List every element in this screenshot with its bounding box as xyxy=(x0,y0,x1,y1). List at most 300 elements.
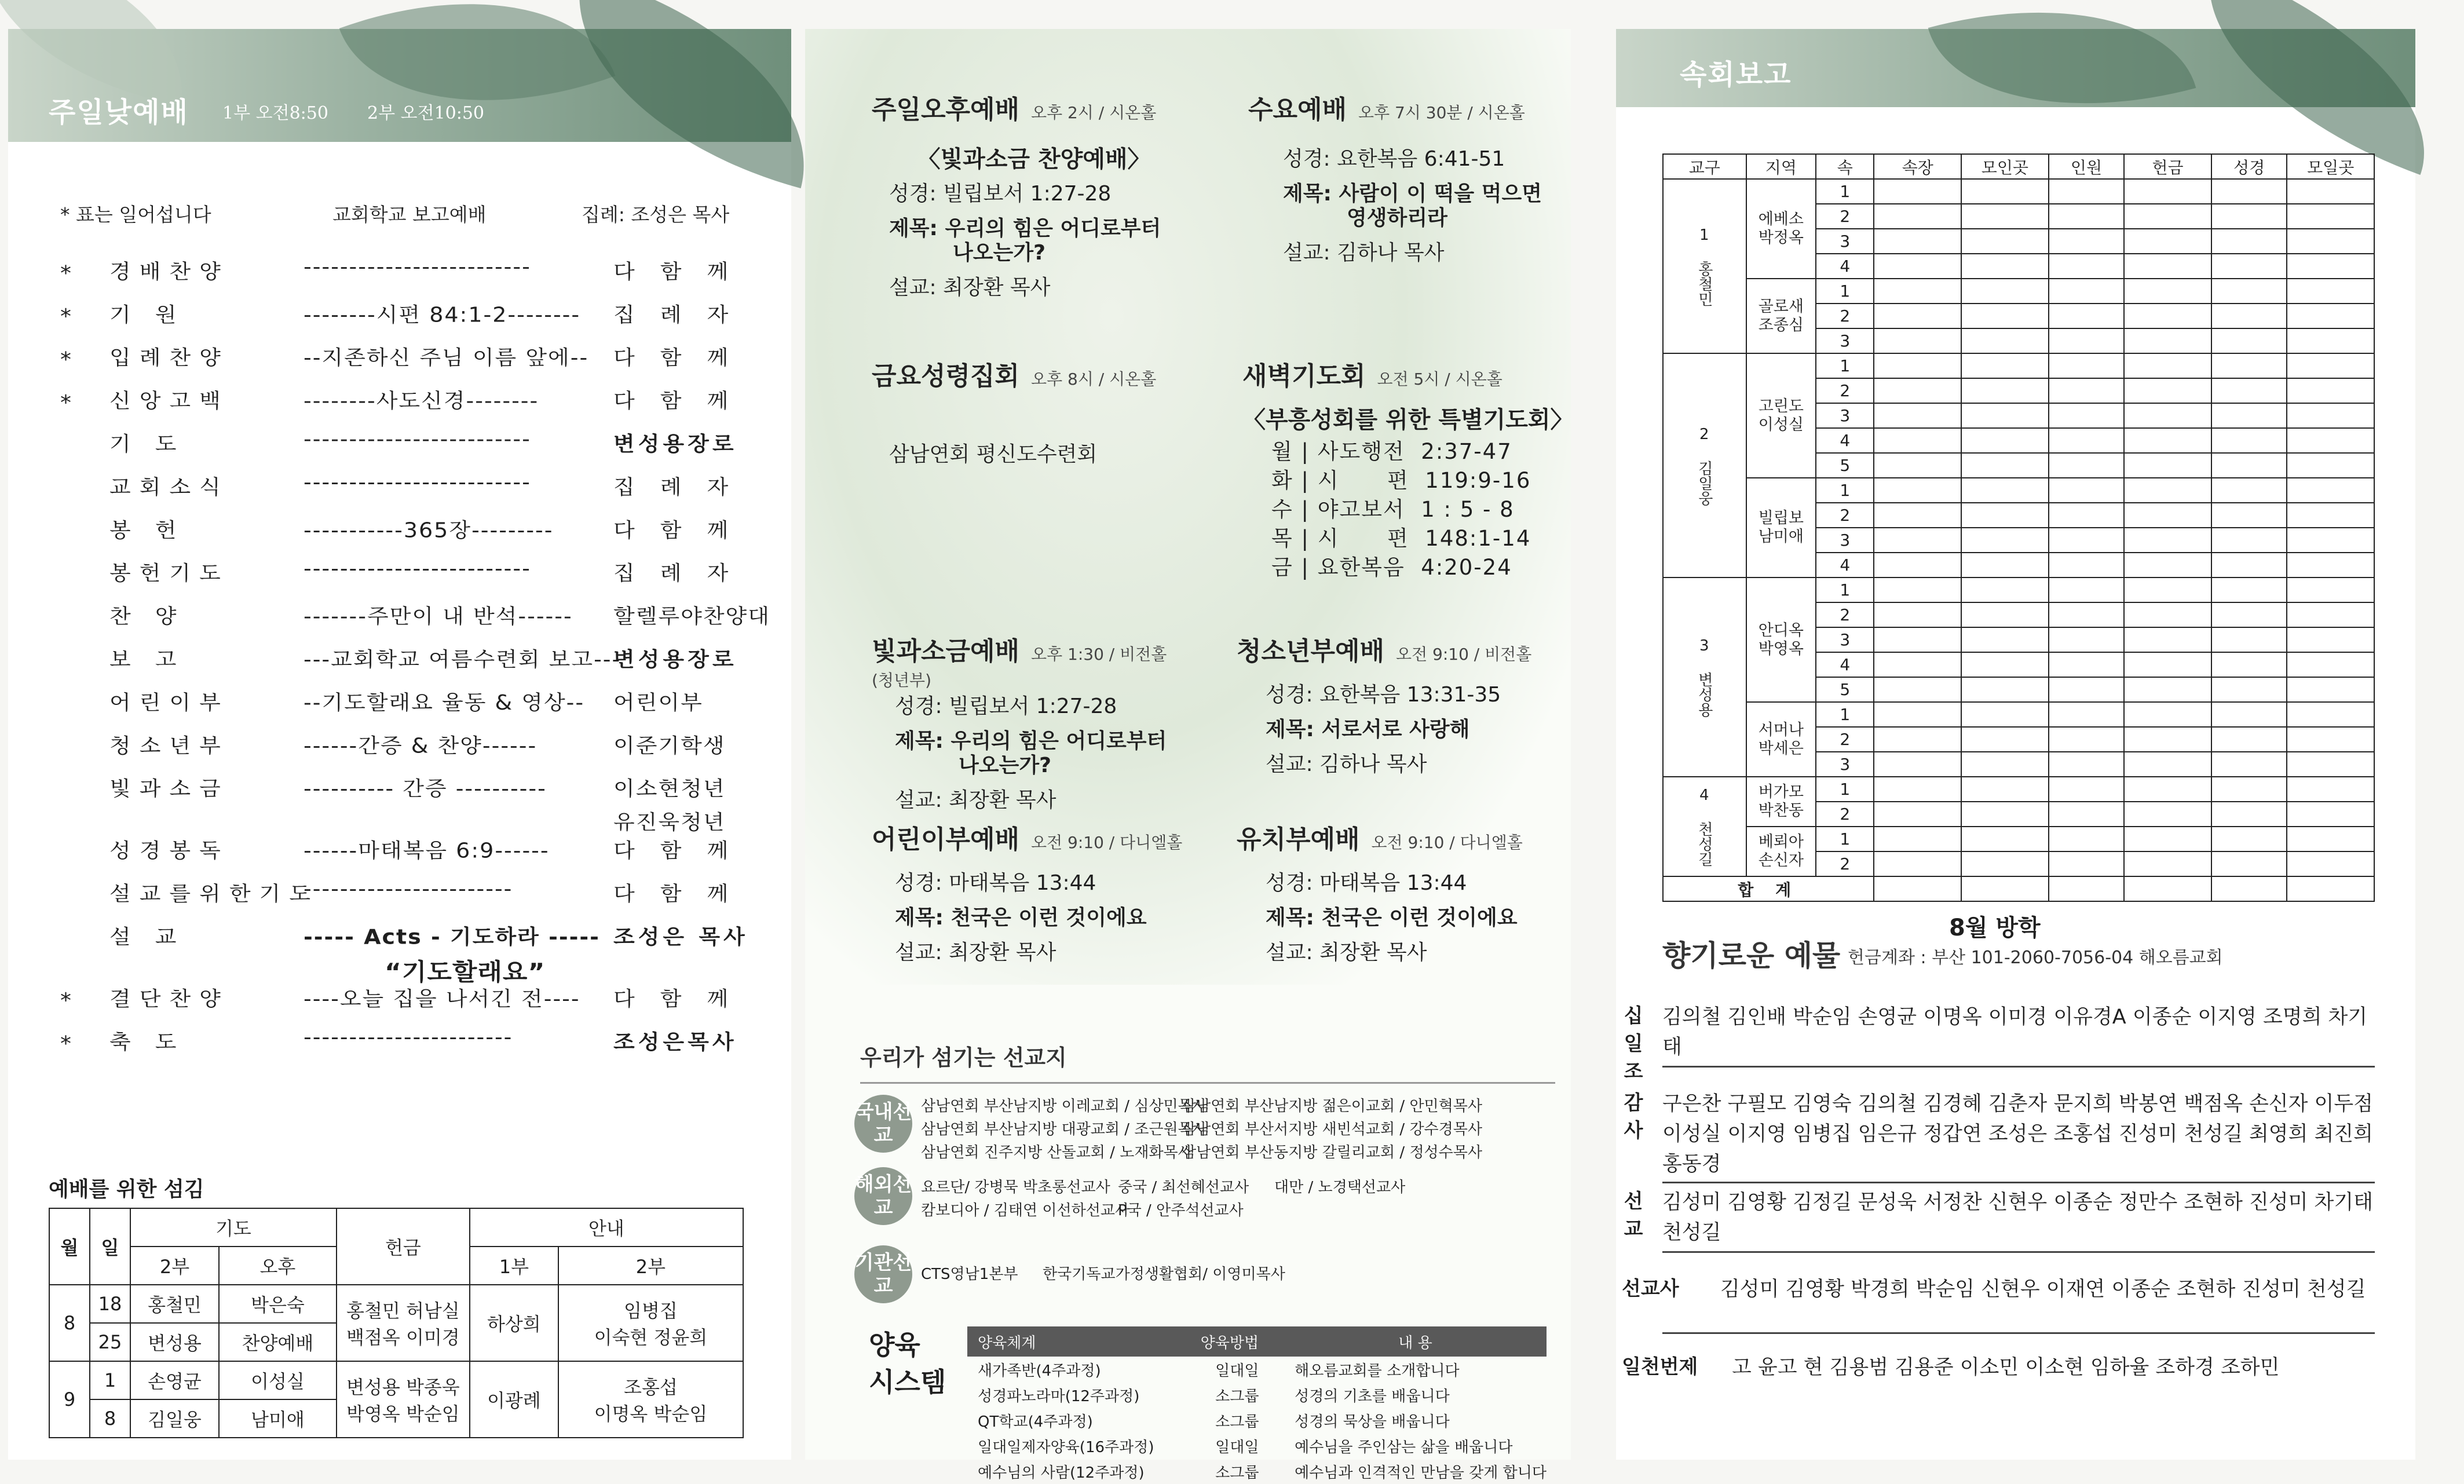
report-input[interactable] xyxy=(1874,553,1961,577)
prayer-cell: 김일웅 xyxy=(130,1399,219,1438)
cell-number: 2 xyxy=(1816,802,1874,827)
report-input[interactable] xyxy=(2287,727,2374,752)
mission-item: 삼남연회 부산남지방 젊은이교회 / 안민혁목사 xyxy=(1182,1098,1483,1115)
order-item-leader: 다 함 께 xyxy=(613,346,738,370)
report-input[interactable] xyxy=(2211,802,2287,827)
report-input[interactable] xyxy=(2049,403,2125,428)
report-input[interactable] xyxy=(1961,503,2049,528)
friday-note: 삼남연회 평신도수련회 xyxy=(889,443,1098,466)
cell-number: 3 xyxy=(1816,229,1874,254)
order-item-name: 기 도 xyxy=(109,432,185,456)
report-input[interactable] xyxy=(2049,204,2125,229)
report-input[interactable] xyxy=(2049,254,2125,279)
standing-mark: * xyxy=(60,304,71,328)
col-guide-1: 1부 xyxy=(470,1247,558,1285)
report-input[interactable] xyxy=(2124,827,2211,851)
standing-mark: * xyxy=(60,1032,71,1055)
day-cell: 8 xyxy=(90,1399,130,1438)
report-input[interactable] xyxy=(2124,553,2211,577)
area-leader: 박영옥 xyxy=(1758,639,1804,658)
report-input[interactable] xyxy=(2211,254,2287,279)
report-input[interactable] xyxy=(1961,478,2049,503)
month-cell: 9 xyxy=(49,1361,90,1438)
cell-number: 2 xyxy=(1816,727,1874,752)
growth-method: 소그룹 xyxy=(1215,1413,1259,1431)
dawn-reading: 수 | 야고보서 1 : 5 - 8 xyxy=(1271,497,1515,522)
report-input[interactable] xyxy=(2049,553,2125,577)
report-input[interactable] xyxy=(1874,353,1961,378)
report-input[interactable] xyxy=(2124,254,2211,279)
report-input[interactable] xyxy=(2287,802,2374,827)
report-input[interactable] xyxy=(2124,777,2211,802)
report-input[interactable] xyxy=(2124,229,2211,254)
order-item-detail: ------------------------- xyxy=(304,427,531,451)
report-input[interactable] xyxy=(2211,752,2287,777)
page-title: 주일낮예배 xyxy=(49,96,189,129)
report-input[interactable] xyxy=(1961,229,2049,254)
report-input[interactable] xyxy=(2211,304,2287,328)
report-input[interactable] xyxy=(2049,503,2125,528)
report-input[interactable] xyxy=(2049,752,2125,777)
total-input[interactable] xyxy=(1961,876,2049,901)
dawn-reading: 금 | 요한복음 4:20-24 xyxy=(1271,555,1512,580)
order-item-leader: 변성용장로 xyxy=(613,432,737,456)
col-guide-2: 2부 xyxy=(558,1247,743,1285)
report-input[interactable] xyxy=(2287,602,2374,627)
report-input[interactable] xyxy=(2287,851,2374,876)
cell-header: 속 xyxy=(1816,154,1874,179)
report-input[interactable] xyxy=(1961,777,2049,802)
report-input[interactable] xyxy=(2211,827,2287,851)
area-name: 빌립보 xyxy=(1758,509,1804,527)
report-input[interactable] xyxy=(1961,553,2049,577)
report-input[interactable] xyxy=(2287,652,2374,677)
order-item-detail: ------간증 & 찬양------ xyxy=(304,733,538,758)
children-scripture: 성경: 마태복음 13:44 xyxy=(895,871,1096,895)
growth-method: 일대일 xyxy=(1215,1438,1259,1456)
report-input[interactable] xyxy=(1961,328,2049,353)
total-input[interactable] xyxy=(2124,876,2211,901)
order-item-leader: 할렐루야찬양대 xyxy=(613,604,770,628)
report-input[interactable] xyxy=(2049,677,2125,702)
report-input[interactable] xyxy=(2287,503,2374,528)
order-row xyxy=(60,772,773,834)
report-input[interactable] xyxy=(2124,378,2211,403)
offering-group-names: 김성미 김영황 박경희 박순임 신현우 이재연 이종순 조현하 진성미 천성길 xyxy=(1720,1278,2366,1301)
report-input[interactable] xyxy=(2124,478,2211,503)
report-input[interactable] xyxy=(2211,179,2287,204)
report-input[interactable] xyxy=(2211,378,2287,403)
wednesday-title: 수요예배 xyxy=(1248,95,1347,125)
young-adult-service xyxy=(872,634,1208,818)
order-item-leader: 다 함 께 xyxy=(613,986,738,1011)
order-row xyxy=(60,384,773,427)
report-input[interactable] xyxy=(2049,727,2125,752)
cell-number: 1 xyxy=(1816,702,1874,727)
report-input[interactable] xyxy=(1874,627,1961,652)
col-prayer: 기도 xyxy=(130,1208,337,1247)
report-input[interactable] xyxy=(2211,777,2287,802)
report-input[interactable] xyxy=(1874,179,1961,204)
report-input[interactable] xyxy=(1874,777,1961,802)
guide2-cell: 조홍섭 이명옥 박순임 xyxy=(558,1361,743,1438)
standing-mark: * xyxy=(60,390,71,415)
report-input[interactable] xyxy=(1961,752,2049,777)
table-row xyxy=(967,1408,1547,1433)
order-item-name: 입례찬양 xyxy=(109,346,229,370)
area-leader: 박세은 xyxy=(1758,739,1804,758)
report-input[interactable] xyxy=(2049,179,2125,204)
report-input[interactable] xyxy=(2049,777,2125,802)
order-row xyxy=(60,557,773,600)
table-row xyxy=(49,1285,743,1323)
report-input[interactable] xyxy=(1961,378,2049,403)
report-input[interactable] xyxy=(2211,553,2287,577)
report-input[interactable] xyxy=(1874,802,1961,827)
report-input[interactable] xyxy=(1961,403,2049,428)
order-item-name: 신앙고백 xyxy=(109,389,229,413)
report-input[interactable] xyxy=(2287,677,2374,702)
offering-group-label: 선교 xyxy=(1624,1190,1643,1241)
teen-scripture: 성경: 요한복음 13:31-35 xyxy=(1266,683,1501,707)
report-input[interactable] xyxy=(1961,453,2049,478)
report-input[interactable] xyxy=(2287,627,2374,652)
table-row xyxy=(1663,777,2374,802)
report-input[interactable] xyxy=(1961,254,2049,279)
order-row xyxy=(60,686,773,729)
report-input[interactable] xyxy=(2049,378,2125,403)
school-report-note: 교회학교 보고예배 xyxy=(332,203,487,226)
offering-cell: 홍철민 허남실 백점옥 이미경 xyxy=(337,1285,470,1361)
report-input[interactable] xyxy=(1874,453,1961,478)
report-input[interactable] xyxy=(2287,229,2374,254)
report-input[interactable] xyxy=(2211,702,2287,727)
order-item-leader: 집 례 자 xyxy=(613,561,738,586)
report-input[interactable] xyxy=(2049,602,2125,627)
total-input[interactable] xyxy=(2287,876,2374,901)
report-input[interactable] xyxy=(2124,179,2211,204)
report-input[interactable] xyxy=(2211,652,2287,677)
report-input[interactable] xyxy=(1961,179,2049,204)
dawn-reading: 화 | 시 편 119:9-16 xyxy=(1271,468,1531,493)
report-input[interactable] xyxy=(2049,652,2125,677)
report-input[interactable] xyxy=(2124,453,2211,478)
afternoon-sermon-title: 제목: 우리의 힘은 어디로부터 xyxy=(889,217,1161,240)
mission-item: 삼남연회 진주지방 산돌교회 / 노재화목사 xyxy=(921,1144,1193,1161)
area-cell xyxy=(1746,702,1816,777)
report-input[interactable] xyxy=(1961,577,2049,602)
guide2-cell: 임병집 이숙현 정윤희 xyxy=(558,1285,743,1361)
report-input[interactable] xyxy=(2211,204,2287,229)
teen-time: 오전 9:10 / 비전홀 xyxy=(1396,645,1532,664)
report-input[interactable] xyxy=(2287,304,2374,328)
report-input[interactable] xyxy=(1874,827,1961,851)
cell-number: 2 xyxy=(1816,304,1874,328)
report-input[interactable] xyxy=(2211,727,2287,752)
report-input[interactable] xyxy=(2049,627,2125,652)
order-item-name: 봉헌기도 xyxy=(109,561,229,586)
report-input[interactable] xyxy=(2211,851,2287,876)
cell-number: 1 xyxy=(1816,179,1874,204)
report-input[interactable] xyxy=(1961,304,2049,328)
report-input[interactable] xyxy=(2211,353,2287,378)
report-input[interactable] xyxy=(1961,279,2049,304)
report-input[interactable] xyxy=(2287,777,2374,802)
area-cell xyxy=(1746,279,1816,353)
sermon-title: “기도할래요” xyxy=(385,958,546,986)
total-input[interactable] xyxy=(1874,876,1961,901)
mission-item: 삼남연회 부산동지방 갈릴리교회 / 정성수목사 xyxy=(1182,1144,1483,1161)
cell-number: 5 xyxy=(1816,677,1874,702)
report-input[interactable] xyxy=(2287,378,2374,403)
report-input[interactable] xyxy=(1874,403,1961,428)
order-row xyxy=(60,513,773,556)
order-item-detail: ---------- 간증 ---------- xyxy=(304,777,547,801)
order-item-name: 빛과소금 xyxy=(109,777,229,801)
report-input[interactable] xyxy=(2124,752,2211,777)
report-input[interactable] xyxy=(1874,204,1961,229)
report-input[interactable] xyxy=(1961,428,2049,453)
report-input[interactable] xyxy=(2211,453,2287,478)
report-input[interactable] xyxy=(2049,453,2125,478)
report-input[interactable] xyxy=(1874,851,1961,876)
district-cell: 3 변성용 xyxy=(1663,577,1746,777)
report-input[interactable] xyxy=(2049,229,2125,254)
cell-number: 2 xyxy=(1816,378,1874,403)
report-input[interactable] xyxy=(1874,602,1961,627)
report-input[interactable] xyxy=(1874,229,1961,254)
young-adult-sermon-title-2: 나오는가? xyxy=(959,754,1051,777)
report-input[interactable] xyxy=(2124,403,2211,428)
offering-group-label: 일천번제 xyxy=(1622,1355,1698,1379)
serving-title: 예배를 위한 섬김 xyxy=(49,1178,204,1201)
report-input[interactable] xyxy=(2049,478,2125,503)
divider xyxy=(1662,1251,2375,1253)
area-leader: 조종심 xyxy=(1758,316,1804,334)
report-input[interactable] xyxy=(2287,528,2374,553)
report-input[interactable] xyxy=(2124,677,2211,702)
offering-group-names: 김성미 김영황 김정길 문성욱 서정찬 신현우 이종순 정만수 조현하 진성미 차기태 천성길 xyxy=(1662,1191,2373,1244)
report-input[interactable] xyxy=(1961,851,2049,876)
report-input[interactable] xyxy=(2211,503,2287,528)
order-item-name: 청소년부 xyxy=(109,733,229,758)
order-item-detail: --------시편 84:1-2-------- xyxy=(304,302,581,327)
report-input[interactable] xyxy=(2049,428,2125,453)
order-item-leader: 변성용장로 xyxy=(613,647,737,671)
offering-title: 향기로운 예물 xyxy=(1662,938,1841,973)
report-input[interactable] xyxy=(1874,328,1961,353)
report-input[interactable] xyxy=(2287,403,2374,428)
report-input[interactable] xyxy=(2211,279,2287,304)
report-input[interactable] xyxy=(2211,577,2287,602)
order-item-detail: -----------365장--------- xyxy=(304,518,554,542)
wednesday-sermon-title-2: 영생하리라 xyxy=(1347,206,1447,230)
standing-mark: * xyxy=(60,261,71,286)
report-input[interactable] xyxy=(2287,328,2374,353)
afternoon-theme: 〈빛과소금 찬양예배〉 xyxy=(917,146,1151,173)
report-input[interactable] xyxy=(2124,851,2211,876)
report-input[interactable] xyxy=(2124,602,2211,627)
area-name: 베뢰아 xyxy=(1758,833,1804,851)
table-row xyxy=(1663,478,2374,503)
report-input[interactable] xyxy=(1874,752,1961,777)
report-input[interactable] xyxy=(2211,428,2287,453)
report-input[interactable] xyxy=(2287,478,2374,503)
growth-content: 성경의 묵상을 배웁니다 xyxy=(1295,1413,1450,1431)
area-leader: 손신자 xyxy=(1758,851,1804,869)
order-item-leader: 이소현청년 xyxy=(613,777,726,801)
report-input[interactable] xyxy=(1961,602,2049,627)
report-input[interactable] xyxy=(1874,652,1961,677)
report-input[interactable] xyxy=(2049,528,2125,553)
offering-group-label: 선교사 xyxy=(1622,1277,1679,1300)
report-input[interactable] xyxy=(2124,428,2211,453)
district-cell: 4 천성길 xyxy=(1663,777,1746,876)
report-input[interactable] xyxy=(1874,304,1961,328)
report-input[interactable] xyxy=(1961,677,2049,702)
mission-item: 캄보디아 / 김태연 이선하선교사 xyxy=(921,1202,1130,1219)
report-input[interactable] xyxy=(2287,577,2374,602)
report-input[interactable] xyxy=(2124,204,2211,229)
friday-service xyxy=(872,359,1196,472)
cell-number: 1 xyxy=(1816,279,1874,304)
report-input[interactable] xyxy=(1874,503,1961,528)
report-input[interactable] xyxy=(2049,851,2125,876)
report-input[interactable] xyxy=(2287,254,2374,279)
report-input[interactable] xyxy=(1961,702,2049,727)
report-input[interactable] xyxy=(1961,204,2049,229)
report-input[interactable] xyxy=(2287,827,2374,851)
report-input[interactable] xyxy=(1874,279,1961,304)
report-input[interactable] xyxy=(2049,304,2125,328)
report-input[interactable] xyxy=(2124,577,2211,602)
report-input[interactable] xyxy=(2124,702,2211,727)
total-input[interactable] xyxy=(2211,876,2287,901)
sunday-banner xyxy=(8,29,791,142)
report-input[interactable] xyxy=(2124,353,2211,378)
report-input[interactable] xyxy=(1874,254,1961,279)
cell-number: 2 xyxy=(1816,204,1874,229)
report-input[interactable] xyxy=(1874,577,1961,602)
kinder-service xyxy=(1237,823,1567,970)
total-input[interactable] xyxy=(2049,876,2125,901)
report-input[interactable] xyxy=(2049,328,2125,353)
young-adult-preacher: 설교: 최장환 목사 xyxy=(895,788,1056,812)
table-row xyxy=(1663,179,2374,204)
report-input[interactable] xyxy=(2287,179,2374,204)
report-input[interactable] xyxy=(1874,378,1961,403)
cell-number: 3 xyxy=(1816,403,1874,428)
report-input[interactable] xyxy=(2049,279,2125,304)
offering-group-label: 십일조 xyxy=(1624,1004,1643,1083)
prayer-pm-cell: 남미애 xyxy=(219,1399,337,1438)
order-item-name: 어린이부 xyxy=(109,690,229,715)
area-leader: 박정옥 xyxy=(1758,229,1804,247)
services-panel xyxy=(805,29,1574,1482)
report-input[interactable] xyxy=(2211,328,2287,353)
overseas-mission-badge: 해외선교 xyxy=(854,1167,912,1225)
sunday-service-panel xyxy=(8,29,791,1460)
report-input[interactable] xyxy=(2124,503,2211,528)
report-input[interactable] xyxy=(1874,677,1961,702)
day-cell: 1 xyxy=(90,1361,130,1399)
order-item-leader: 조성은 목사 xyxy=(613,924,748,949)
table-row xyxy=(1663,827,2374,851)
report-input[interactable] xyxy=(2211,677,2287,702)
report-input[interactable] xyxy=(2287,453,2374,478)
area-name: 서머나 xyxy=(1758,721,1804,739)
report-input[interactable] xyxy=(1874,702,1961,727)
report-input[interactable] xyxy=(2124,279,2211,304)
report-input[interactable] xyxy=(2287,204,2374,229)
domestic-mission-badge: 국내선교 xyxy=(854,1095,912,1153)
report-input[interactable] xyxy=(2287,553,2374,577)
offering-cell: 변성용 박종욱 박영옥 박순임 xyxy=(337,1361,470,1438)
report-input[interactable] xyxy=(2287,702,2374,727)
cell-report-table xyxy=(1662,153,2375,902)
order-item-leader-2: 유진욱청년 xyxy=(613,810,726,834)
report-input[interactable] xyxy=(1874,727,1961,752)
report-input[interactable] xyxy=(2211,229,2287,254)
report-input[interactable] xyxy=(2211,403,2287,428)
report-input[interactable] xyxy=(1961,353,2049,378)
report-input[interactable] xyxy=(2211,627,2287,652)
report-input[interactable] xyxy=(2049,353,2125,378)
report-input[interactable] xyxy=(2211,602,2287,627)
report-input[interactable] xyxy=(2124,304,2211,328)
report-input[interactable] xyxy=(2049,577,2125,602)
report-input[interactable] xyxy=(2049,802,2125,827)
report-input[interactable] xyxy=(1961,727,2049,752)
report-input[interactable] xyxy=(2211,528,2287,553)
report-input[interactable] xyxy=(2287,353,2374,378)
report-input[interactable] xyxy=(2049,702,2125,727)
report-input[interactable] xyxy=(1874,528,1961,553)
report-input[interactable] xyxy=(1961,827,2049,851)
cell-number: 3 xyxy=(1816,752,1874,777)
reports-title: 속회보고 xyxy=(1680,59,1792,91)
report-input[interactable] xyxy=(1961,802,2049,827)
report-input[interactable] xyxy=(2211,478,2287,503)
order-item-detail: ---교회학교 여름수련회 보고--- xyxy=(304,647,622,671)
report-input[interactable] xyxy=(1874,478,1961,503)
report-input[interactable] xyxy=(2124,627,2211,652)
report-input[interactable] xyxy=(1874,428,1961,453)
report-input[interactable] xyxy=(1961,528,2049,553)
order-item-detail: --지존하신 주님 이름 앞에-- xyxy=(304,346,589,370)
report-input[interactable] xyxy=(1961,627,2049,652)
report-input[interactable] xyxy=(2287,428,2374,453)
report-input[interactable] xyxy=(1961,652,2049,677)
order-item-leader: 어린이부 xyxy=(613,690,703,715)
wednesday-preacher: 설교: 김하나 목사 xyxy=(1283,241,1445,265)
report-input[interactable] xyxy=(2124,652,2211,677)
report-input[interactable] xyxy=(2124,528,2211,553)
guide1-cell: 이광례 xyxy=(470,1361,558,1438)
report-input[interactable] xyxy=(2287,279,2374,304)
report-input[interactable] xyxy=(2287,752,2374,777)
order-item-leader: 다 함 께 xyxy=(613,882,738,906)
report-input[interactable] xyxy=(2124,328,2211,353)
kinder-time: 오전 9:10 / 다니엘홀 xyxy=(1371,833,1523,852)
order-item-name: 성경봉독 xyxy=(109,839,229,863)
report-input[interactable] xyxy=(2124,727,2211,752)
report-input[interactable] xyxy=(2049,827,2125,851)
col-guide: 안내 xyxy=(470,1208,743,1247)
order-row xyxy=(60,729,773,772)
report-input[interactable] xyxy=(2124,802,2211,827)
mission-item: CTS영남1본부 xyxy=(921,1266,1018,1283)
